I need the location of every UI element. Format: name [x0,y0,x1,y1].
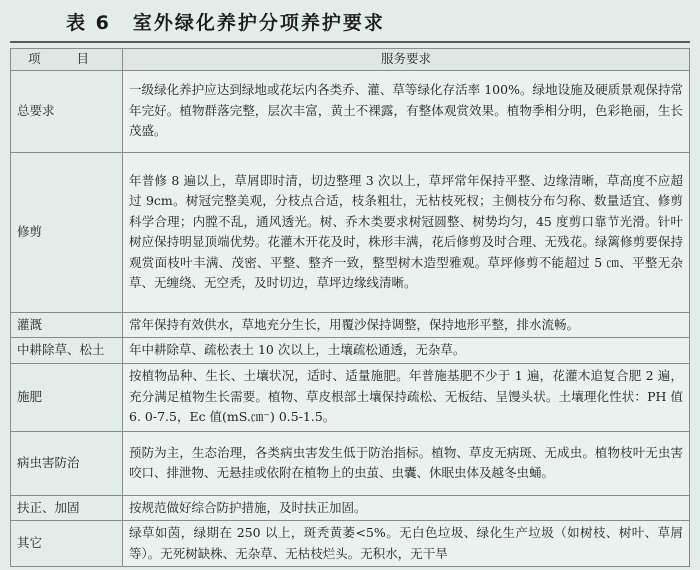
header-item: 项 目 [11,49,123,71]
table-header-row [11,49,690,71]
row-item: 其它 [11,521,123,567]
row-requirement: 年中耕除草、疏松表土 10 次以上，土壤疏松通透，无杂草。 [123,338,690,364]
table-row [11,495,690,521]
table-row [11,70,690,152]
row-item: 修剪 [11,152,123,312]
row-item: 总要求 [11,70,123,152]
table-row [11,312,690,338]
row-item: 扶正、加固 [11,495,123,521]
table-number: 表 6 [66,12,111,34]
table-row [11,521,690,567]
row-item: 灌溉 [11,312,123,338]
row-requirement: 一级绿化养护应达到绿地或花坛内各类乔、灌、草等绿化存活率 100%。绿地设施及硬质景观保持常年完好。植物群落完整，层次丰富，黄土不裸露，有整体观赏效果。植物季相分明，色彩艳丽，生长茂盛。 [123,70,690,152]
row-item: 病虫害防治 [11,431,123,495]
row-item: 施肥 [11,363,123,431]
row-requirement: 绿草如茵，绿期在 250 以上，斑秃黄萎<5%。无白色垃圾、绿化生产垃圾（如树枝、树叶、草屑等）。无死树缺株、无杂草、无枯枝烂头。无积水，无干旱 [123,521,690,567]
table-row [11,338,690,364]
table-title-text: 室外绿化养护分项养护要求 [132,12,385,34]
row-requirement: 年普修 8 遍以上，草屑即时清，切边整理 3 次以上，草坪常年保持平整、边缘清晰，草高度不应超过 9cm。树冠完整美观，分枝点合适，枝条粗壮，无枯枝死杈；主侧枝分布匀称、数量适宜、修剪科学合理；内膛不乱，通风透光。树、乔木类要求树冠圆整、树势均匀，45 度剪口靠节光滑。针叶树应保持明显顶端优势。花灌木开花及时，株形丰满，花后修剪及时合理、无残花。绿篱修剪要保持观赏面枝叶丰满、茂密、平整、整齐一致，整型树木造型雅观。草坪修剪不能超过 5 ㎝、平整无杂草、无缠绕、无空秃，及时切边，草坪边缘线清晰。 [123,152,690,312]
row-item: 中耕除草、松土 [11,338,123,364]
title-rule [10,41,690,43]
title-bar [0,0,700,42]
table-row [11,363,690,431]
row-requirement: 按植物品种、生长、土壤状况，适时、适量施肥。年普施基肥不少于 1 遍，花灌木追复合肥 2 遍，充分满足植物生长需要。植物、草皮根部土壤保持疏松、无板结、呈馒头状。土壤理化性状：PH 值 6. 0-7.5，Ec 值(mS.㎝⁻) 0.5-1.5。 [123,363,690,431]
row-requirement: 按规范做好综合防护措施，及时扶正加固。 [123,495,690,521]
row-requirement: 常年保持有效供水，草地充分生长，用覆沙保持调整，保持地形平整，排水流畅。 [123,312,690,338]
table-title [66,8,385,35]
table-row [11,152,690,312]
row-requirement: 预防为主，生态治理，各类病虫害发生低于防治指标。植物、草皮无病斑、无成虫。植物枝叶无虫害咬口、排泄物、无悬挂或依附在植物上的虫茧、虫囊、休眠虫体及越冬虫蛹。 [123,431,690,495]
requirements-table [10,48,690,567]
header-requirement: 服务要求 [123,49,690,71]
table-row [11,431,690,495]
